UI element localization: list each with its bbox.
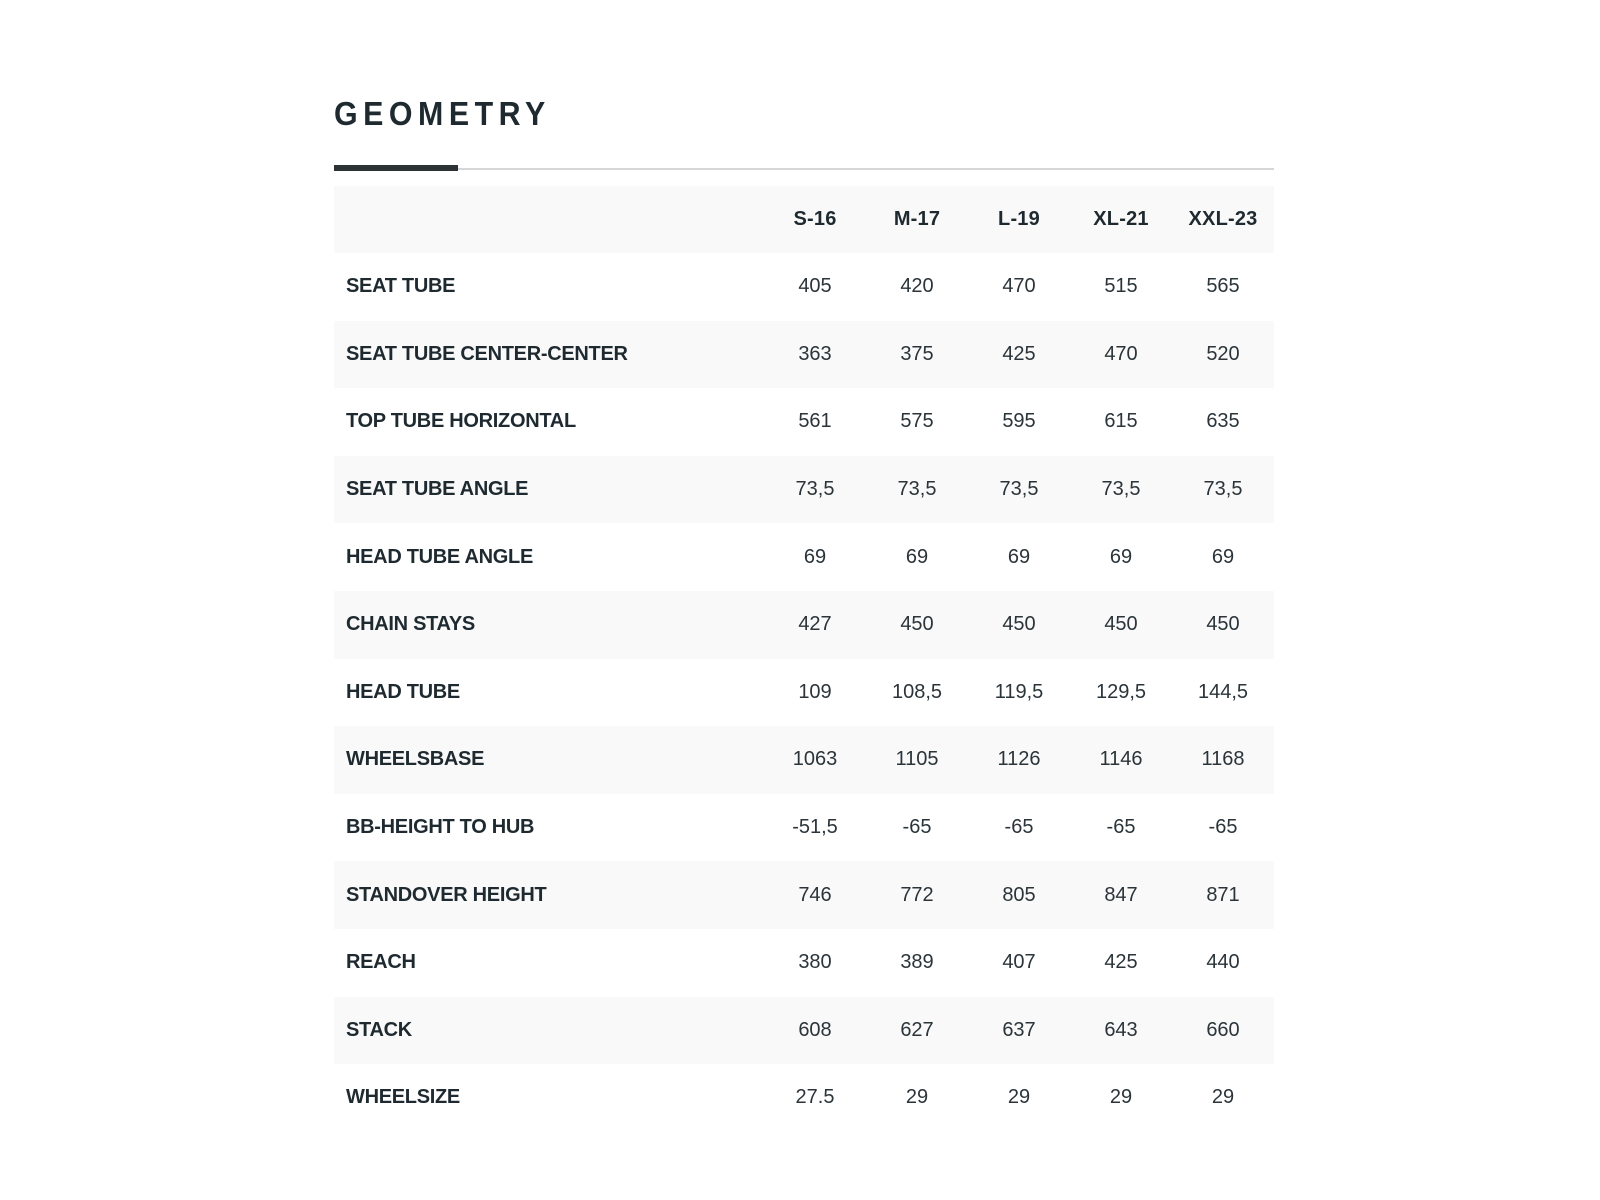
cell-value: 470 (1002, 275, 1036, 298)
cell-value: 1063 (792, 748, 838, 771)
cell-value: 450 (1104, 613, 1138, 636)
header-corner-cell (334, 186, 764, 253)
cell-value: 1168 (1201, 748, 1245, 771)
cell-value: 635 (1206, 410, 1240, 433)
cell-value: 871 (1206, 883, 1240, 906)
cell-value: 29 (1007, 1086, 1031, 1109)
table-header-row (334, 186, 1274, 253)
cell-value: -65 (902, 816, 932, 839)
geometry-section (334, 92, 1274, 1132)
row-label: REACH (346, 951, 416, 974)
cell-value: 637 (1002, 1018, 1036, 1041)
cell-value: 520 (1206, 342, 1240, 365)
row-label: WHEELSBASE (346, 748, 485, 771)
row-label: SEAT TUBE ANGLE (346, 478, 529, 501)
row-label: WHEELSIZE (346, 1086, 460, 1109)
cell-value: 595 (1002, 410, 1036, 433)
cell-value: -51,5 (792, 816, 838, 839)
column-header: XXL-23 (1188, 208, 1258, 230)
cell-value: 1105 (895, 748, 939, 771)
cell-value: 425 (1104, 951, 1138, 974)
table-row (334, 591, 1274, 659)
cell-value: 425 (1002, 342, 1036, 365)
cell-value: 660 (1206, 1018, 1240, 1041)
cell-value: 407 (1002, 951, 1036, 974)
table-row (334, 321, 1274, 389)
cell-value: 440 (1206, 951, 1240, 974)
title-divider (334, 164, 1274, 172)
table-row (334, 861, 1274, 929)
cell-value: 144,5 (1197, 680, 1249, 703)
cell-value: 450 (1206, 613, 1240, 636)
cell-value: 73,5 (999, 478, 1039, 501)
cell-value: 515 (1104, 275, 1138, 298)
cell-value: 805 (1002, 883, 1036, 906)
cell-value: 389 (900, 951, 934, 974)
table-row (334, 929, 1274, 997)
cell-value: 847 (1104, 883, 1138, 906)
table-row (334, 253, 1274, 321)
cell-value: 565 (1206, 275, 1240, 298)
cell-value: 627 (900, 1018, 934, 1041)
row-label: CHAIN STAYS (346, 613, 475, 636)
cell-value: 108,5 (891, 680, 943, 703)
cell-value: -65 (1208, 816, 1238, 839)
cell-value: 380 (798, 951, 832, 974)
cell-value: 746 (798, 883, 832, 906)
cell-value: 69 (905, 545, 929, 568)
geometry-table (334, 186, 1274, 1132)
row-label: SEAT TUBE CENTER-CENTER (346, 342, 628, 365)
row-label: HEAD TUBE (346, 680, 460, 703)
row-label: BB-HEIGHT TO HUB (346, 816, 535, 839)
cell-value: 450 (1002, 613, 1036, 636)
divider-line (334, 168, 1274, 170)
cell-value: 27.5 (795, 1086, 835, 1109)
cell-value: 73,5 (1203, 478, 1243, 501)
cell-value: 405 (798, 275, 832, 298)
table-row (334, 726, 1274, 794)
cell-value: 470 (1104, 342, 1138, 365)
cell-value: 615 (1104, 410, 1138, 433)
cell-value: -65 (1106, 816, 1136, 839)
divider-accent (334, 165, 458, 171)
table-row (334, 523, 1274, 591)
cell-value: 375 (900, 342, 934, 365)
row-label: SEAT TUBE (346, 275, 456, 298)
table-row (334, 659, 1274, 727)
table-row (334, 456, 1274, 524)
cell-value: 1126 (997, 748, 1041, 771)
cell-value: 109 (798, 680, 832, 703)
cell-value: 129,5 (1095, 680, 1147, 703)
column-header: M-17 (893, 208, 941, 230)
cell-value: 363 (798, 342, 832, 365)
row-label: STANDOVER HEIGHT (346, 883, 547, 906)
cell-value: 73,5 (897, 478, 937, 501)
cell-value: 643 (1104, 1018, 1138, 1041)
table-row (334, 794, 1274, 862)
column-header: L-19 (998, 208, 1040, 230)
cell-value: 420 (900, 275, 934, 298)
table-body (334, 253, 1274, 1132)
cell-value: 29 (1211, 1086, 1235, 1109)
row-label: HEAD TUBE ANGLE (346, 545, 533, 568)
cell-value: 772 (900, 883, 934, 906)
cell-value: 73,5 (795, 478, 835, 501)
table-row (334, 1064, 1274, 1132)
cell-value: 1146 (1099, 748, 1143, 771)
cell-value: 69 (803, 545, 827, 568)
cell-value: 450 (900, 613, 934, 636)
column-header: S-16 (793, 208, 837, 230)
cell-value: 69 (1109, 545, 1133, 568)
row-label: STACK (346, 1018, 412, 1041)
cell-value: 427 (798, 613, 832, 636)
section-title: GEOMETRY (334, 95, 551, 132)
cell-value: 608 (798, 1018, 832, 1041)
cell-value: 561 (798, 410, 832, 433)
table-row (334, 997, 1274, 1065)
cell-value: 29 (905, 1086, 929, 1109)
column-header: XL-21 (1093, 208, 1149, 230)
cell-value: 119,5 (994, 680, 1044, 703)
cell-value: 69 (1211, 545, 1235, 568)
cell-value: -65 (1004, 816, 1034, 839)
cell-value: 29 (1109, 1086, 1133, 1109)
cell-value: 73,5 (1101, 478, 1141, 501)
table-row (334, 388, 1274, 456)
row-label: TOP TUBE HORIZONTAL (346, 410, 576, 433)
cell-value: 69 (1007, 545, 1031, 568)
cell-value: 575 (900, 410, 934, 433)
